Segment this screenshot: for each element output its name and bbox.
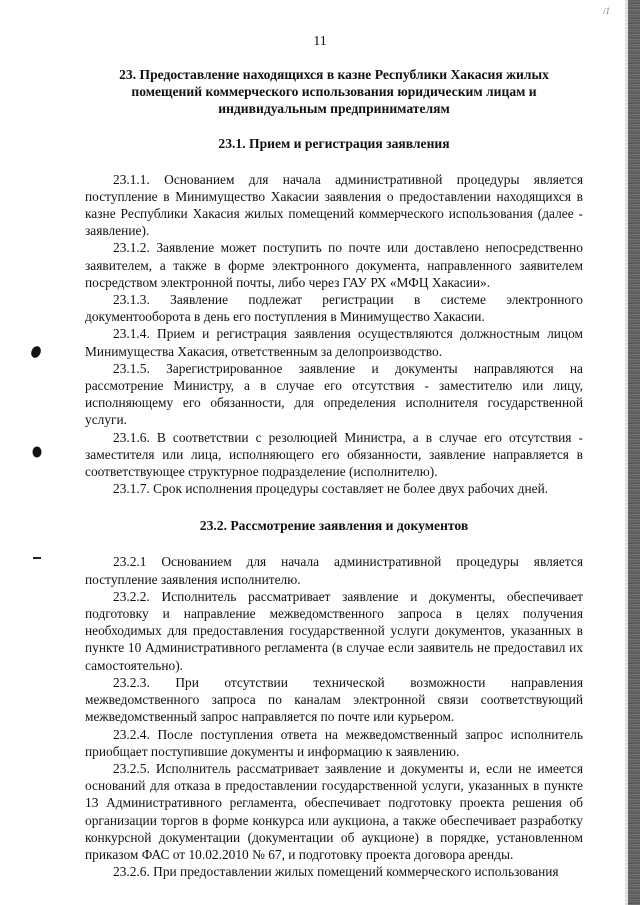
paragraph: 23.2.1 Основанием для начала административной процедуры является поступление заявления исполнителю. — [85, 554, 583, 587]
page-number: 11 — [313, 34, 327, 49]
paragraph: 23.1.4. Прием и регистрация заявления осуществляются должностным лицом Минимущества Хакасия, ответственным за делопроизводство. — [85, 326, 583, 359]
corner-mark: /1 — [602, 6, 610, 16]
paragraph: 23.1.7. Срок исполнения процедуры составляет не более двух рабочих дней. — [113, 481, 549, 497]
paragraph: 23.1.6. В соответствии с резолюцией Министра, а в случае его отсутствия - заместителя или лица, исполняющего его обязанности, заявление направляется в соответствующее структурное подразделение (исполнителю). — [85, 429, 583, 480]
paragraph: 23.2.5. Исполнитель рассматривает заявление и документы и, если не имеется оснований для отказа в предоставлении государственной услуги, указанных в пункте 13 Административного регламента, обеспечивает подготовку проекта решения об организации торгов в форме конкурса или аукциона, а также обеспечивает разработку конкурсной документации (документации об аукционе) в порядке, установленном приказом ФАС от 10.02.2010 № 67, и подготовку проекта договора аренды. — [85, 760, 583, 862]
subsection-title: 23.1. Прием и регистрация заявления — [218, 135, 450, 151]
paragraph: 23.2.6. При предоставлении жилых помещений коммерческого использования — [113, 864, 559, 880]
subsection-title: 23.2. Рассмотрение заявления и документов — [199, 518, 469, 534]
paragraph: 23.1.2. Заявление может поступить по почте или доставлено непосредственно заявителем, а также в форме электронного документа, направленного заявителем посредством электронной почты, либо через ГАУ РХ «МФЦ Хакасии». — [85, 240, 583, 290]
scan-edge-shadow — [628, 0, 640, 905]
scan-edge-highlight — [625, 0, 628, 905]
ink-speck — [33, 555, 43, 561]
section-gap — [85, 497, 583, 517]
section-title: 23. Предоставление находящихся в казне Республики Хакасия жилых помещений коммерческого использования юридическим лицам и индивидуальным предпринимателям — [119, 67, 549, 117]
ink-blot — [30, 345, 42, 359]
paragraph: 23.2.3. При отсутствии технической возможности направления межведомственного запроса по каналам электронной связи соответствующий межведомственный запрос направляется по почте или курьером. — [85, 674, 583, 725]
paragraph: 23.2.4. После поступления ответа на межведомственный запрос исполнитель приобщает поступившие документы и информацию к заявлению. — [85, 726, 583, 759]
ink-blot — [31, 445, 43, 459]
paragraph: 23.1.5. Зарегистрированное заявление и документы направляются на рассмотрение Министру, а в случае его отсутствия - заместителю или лицу, исполняющему его обязанности, для определения исполнителя государственной услуги. — [85, 360, 583, 428]
paragraph: 23.1.3. Заявление подлежат регистрации в системе электронного документооборота в день его поступления в Минимущество Хакасии. — [85, 292, 583, 325]
paragraph: 23.2.2. Исполнитель рассматривает заявление и документы, обеспечивает подготовку и направление межведомственного запроса в целях получения необходимых для предоставления государственной услуги документов, указанных в пункте 10 Административного регламента (в случае если заявитель не предоставил их самостоятельно). — [85, 588, 583, 673]
document-body — [85, 66, 583, 880]
paragraph: 23.1.1. Основанием для начала административной процедуры является поступление в Минимущество Хакасии заявления о предоставлении находящихся в казне Республики Хакасия жилых помещений коммерческого использования (далее - заявление). — [85, 171, 583, 239]
